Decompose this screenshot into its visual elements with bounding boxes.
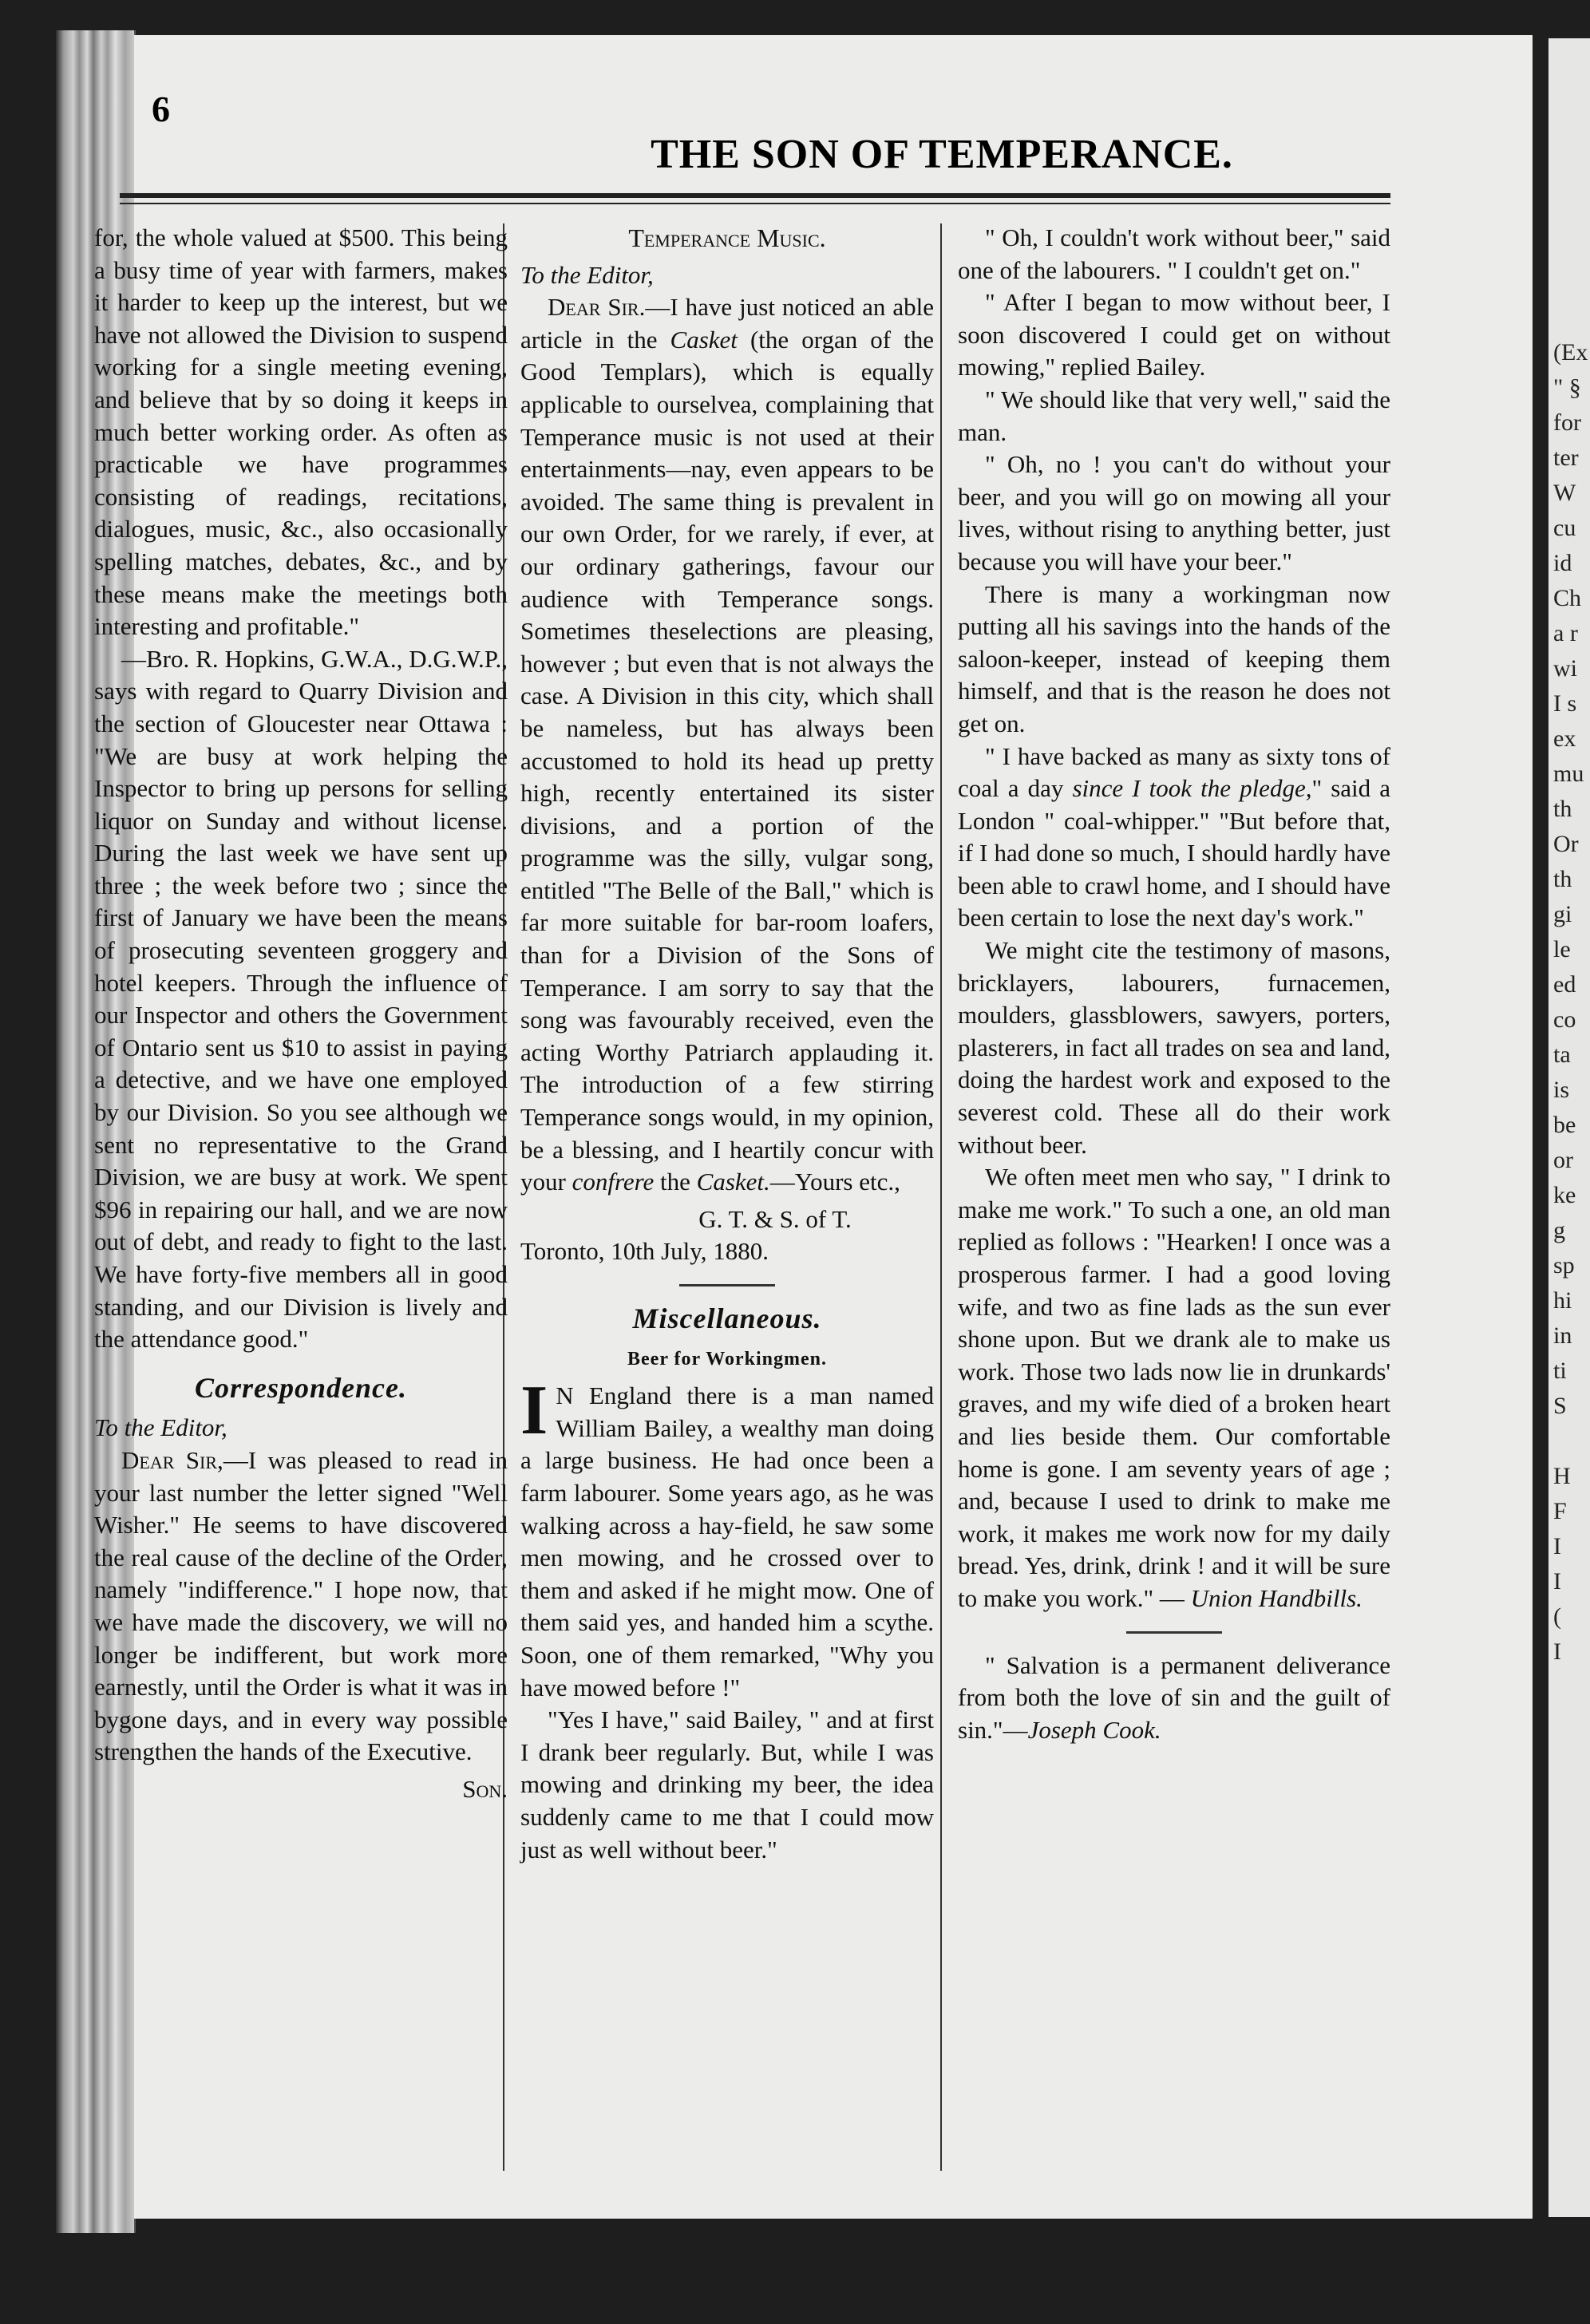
adjacent-page-fragment: H: [1553, 1463, 1571, 1489]
adjacent-page-fragment: ter: [1553, 445, 1579, 471]
section-heading-correspondence: Correspondence.: [195, 1371, 407, 1404]
to-editor: To the Editor,: [94, 1413, 227, 1442]
adjacent-page-fragment: [1548, 1740, 1590, 1775]
adjacent-page-fragment: I: [1553, 1638, 1561, 1665]
adjacent-page-fragment: I s: [1553, 690, 1577, 717]
adjacent-page-fragment: " §: [1553, 374, 1581, 401]
drop-cap: I: [520, 1372, 548, 1450]
article-subheading: Beer for Workingmen.: [627, 1348, 827, 1370]
paragraph: for, the whole valued at $500. This being a busy time of year with farmers, makes it harder to keep up the interest, but we have not allowed the Division to suspend working for a single meeting evening, and believe that by so doing it keeps in much better working order. As often as practicable we have programmes consisting of readings, recitations, dialogues, music, &c., also occasionally spelling matches, debates, &c., and by these means make the meetings both interesting and profitable.": [94, 223, 508, 641]
adjacent-page-fragment: ex: [1553, 725, 1576, 752]
paragraph-text: " I have backed as many as sixty tons of coal a day: [958, 741, 1390, 803]
adjacent-page-fragment: [1548, 1880, 1590, 1915]
adjacent-page-fragment: ed: [1553, 971, 1576, 998]
adjacent-page-fragment: mu: [1553, 761, 1584, 787]
adjacent-page-fragment: id: [1553, 550, 1572, 576]
paragraph: There is many a workingman now putting all his savings into the hands of the saloon-keeper, instead of keeping them himself, and that is the reason he does not get on.: [958, 579, 1390, 737]
adjacent-page-fragment: th: [1553, 796, 1572, 822]
adjacent-page-fragment: ke: [1553, 1182, 1576, 1208]
paragraph: [958, 741, 1390, 935]
paragraph-text: We often meet men who say, " I drink to make me work." To such a one, an old man replied as follows : "Hearken! I once was a prosperous farmer. I had a good loving wife, and two as fine lads as the sun ever shone upon. But we drank ale to make us work. Those two lads now lie in drunkards' graves, and my wife died of a broken heart and lies beside them. Our comfortable home is gone. I am seventy years of age ; and, because I used to drink to make me work, it makes me work now for my daily bread. Yes, drink, drink ! and it will be sure to make you work." —: [958, 1163, 1390, 1612]
adjacent-page-fragment: (: [1553, 1603, 1561, 1630]
story-paragraph: "Yes I have," said Bailey, " and at first I drank beer regularly. But, while I was mowing and drinking my beer, the idea suddenly came to me that I could mow just as well without beer.": [520, 1705, 934, 1864]
adjacent-page-fragment: or: [1553, 1147, 1573, 1173]
to-editor: To the Editor,: [520, 260, 654, 289]
adjacent-page-fragment: hi: [1553, 1287, 1572, 1314]
adjacent-page-fragment: a r: [1553, 620, 1578, 646]
adjacent-page-fragment: th: [1553, 866, 1572, 892]
adjacent-page-fragment: [1548, 1951, 1590, 1986]
letter-text: (the organ of the Good Templars), which is equally applicable to ourselvea, complaining that Temperance music is not used at their entertainments—nay, even appears to be avoided. The same thing is prevalent in our own Order, for we rarely, if ever, at our ordinary gatherings, favour our audience with Temperance songs. Sometimes theselections are pleasing, however ; but even that is not always the case. A Division in this city, which shall be nameless, but has always been accustomed to hold its head up pretty high, recently entertained its sister divisions, and a portion of the programme was the silly, vulgar song, entitled "The Belle of the Ball," which is far more suitable for bar-room loafers, than for a Division of the Sons of Temperance. I am sorry to say that the song was favourably received, even the acting Worthy Patriarch applauding it. The introduction of a few stirring Temperance songs would, in my opinion, be a blessing, and I heartily concur with your: [520, 325, 934, 1196]
adjacent-page-fragment: Or: [1553, 831, 1579, 857]
adjacent-page-fragment: in: [1553, 1322, 1572, 1349]
adjacent-page-edge: [1548, 38, 1590, 2217]
adjacent-page-fragment: wi: [1553, 655, 1577, 682]
adjacent-page-fragment: le: [1553, 936, 1571, 962]
adjacent-page-fragment: [1548, 230, 1590, 265]
adjacent-page-fragment: ti: [1553, 1358, 1567, 1384]
salutation: Dear Sir,: [121, 1445, 223, 1474]
adjacent-page-fragment: sp: [1553, 1252, 1575, 1279]
quote-text: " Salvation is a permanent deliverance from both the love of sin and the guilt of sin."—: [958, 1650, 1390, 1744]
attribution: Union Handbills.: [1190, 1583, 1363, 1612]
adjacent-page-fragment: [1548, 1705, 1590, 1740]
paragraph: [958, 1650, 1390, 1747]
adjacent-page-fragment: I: [1553, 1568, 1561, 1595]
adjacent-page-fragment: is: [1553, 1077, 1570, 1103]
paragraph: " Oh, no ! you can't do without your beer, and you will go on mowing all your lives, without rising to anything better, just because you will have your beer.": [958, 450, 1390, 575]
header-rule-thin: [120, 203, 1390, 204]
paragraph: [958, 1161, 1390, 1615]
column-2: [520, 222, 934, 1866]
adjacent-page-fragment: cu: [1553, 515, 1576, 541]
italic-term: Casket.: [696, 1168, 770, 1196]
adjacent-page-fragment: (Ex: [1553, 339, 1588, 366]
adjacent-page-fragment: [1548, 1670, 1590, 1705]
italic-phrase: since I took the pledge,: [1072, 774, 1312, 803]
section-heading-miscellaneous: Miscellaneous.: [632, 1302, 822, 1334]
salutation: Dear Sir.: [548, 293, 646, 322]
attribution: Joseph Cook.: [1027, 1715, 1161, 1744]
adjacent-page-fragment: S: [1553, 1393, 1567, 1419]
letter-paragraph: [520, 291, 934, 1199]
paragraph: " Oh, I couldn't work without beer," said one of the labourers. " I couldn't get on.": [958, 223, 1390, 284]
adjacent-page-fragment: [1548, 1424, 1590, 1459]
paragraph: " After I began to mow without beer, I soon discovered I could get on without mowing," replied Bailey.: [958, 288, 1390, 381]
article-heading-temperance-music: Temperance Music.: [628, 223, 826, 252]
adjacent-page-fragment: [1548, 265, 1590, 300]
story-paragraph: [520, 1372, 934, 1704]
adjacent-page-fragment: g: [1553, 1217, 1565, 1243]
adjacent-page-fragment: gi: [1553, 901, 1572, 927]
adjacent-page-fragment: be: [1553, 1112, 1576, 1138]
paragraph: —Bro. R. Hopkins, G.W.A., D.G.W.P., says with regard to Quarry Division and the section of Gloucester near Ottawa : "We are busy at work helping the Inspector to bring up persons for selling liquor on Sunday and without license. During the last week we have sent up three ; the week before two ; since the first of January we have been the means of prosecuting seventeen groggery and hotel keepers. Through the influence of our Inspector and others the Government of Ontario sent us $10 to assist in paying a detective, and we have one employed by our Division. So you see although we sent no representative to the Grand Division, we are busy at work. We spent $96 in repairing our hall, and we are now out of debt, and ready to fight to the last. We have forty-five members all in good standing, and our Division is lively and the attendance good.": [94, 644, 508, 1354]
running-head-title: THE SON OF TEMPERANCE.: [651, 132, 1233, 177]
adjacent-page-fragment: co: [1553, 1006, 1576, 1033]
column-3: [958, 222, 1390, 1746]
italic-term: Casket: [670, 325, 738, 354]
page-number: 6: [152, 89, 170, 129]
column-1: [94, 222, 508, 1806]
separator-rule: [679, 1284, 775, 1286]
adjacent-page-fragment: ta: [1553, 1041, 1571, 1068]
adjacent-page-fragment: [1548, 1845, 1590, 1880]
header-rule: [120, 193, 1390, 198]
letter-body: —I was pleased to read in your last number the letter signed "Well Wisher." He seems to have discovered the real cause of the decline of the Order, namely "indifference." I hope now, that we have made the discovery, we will no longer be indifferent, but work more earnestly, until the Order is what it was in bygone days, and in every way possible strengthen the hands of the Executive.: [94, 1445, 508, 1766]
adjacent-page-fragment: W: [1553, 480, 1576, 506]
signature: Son.: [462, 1774, 508, 1803]
adjacent-page-fragment: for: [1553, 409, 1581, 436]
adjacent-page-fragment: Ch: [1553, 585, 1582, 611]
column-rule: [940, 223, 942, 2171]
signature: G. T. & S. of T.: [698, 1204, 852, 1233]
adjacent-page-fragment: [1548, 1915, 1590, 1951]
adjacent-page-fragment: I: [1553, 1533, 1561, 1559]
separator-rule: [1126, 1631, 1222, 1634]
dateline: Toronto, 10th July, 1880.: [520, 1237, 769, 1266]
paragraph: " We should like that very well," said the man.: [958, 385, 1390, 446]
paragraph-text: " said a London " coal-whipper." "But before that, if I had done so much, I should hardly have been able to crawl home, and I should have been certain to lose the next day's work.": [958, 774, 1390, 932]
letter-text: —I have just noticed an able article in the: [520, 293, 934, 354]
letter-text: —Yours etc.,: [769, 1168, 900, 1196]
italic-term: confrere: [572, 1168, 655, 1196]
story-text: N England there is a man named William Bailey, a wealthy man doing a large business. He had once been a farm labourer. Some years ago, as he was walking across a hay-field, he saw some men mowing, and he crossed over to them and asked if he might mow. One of them said yes, and handed him a scythe. Soon, one of them remarked, "Why you have mowed before !": [520, 1381, 934, 1702]
adjacent-page-fragment: [1548, 1775, 1590, 1810]
letter-text: the: [654, 1168, 697, 1196]
adjacent-page-fragment: F: [1553, 1498, 1567, 1524]
adjacent-page-fragment: [1548, 300, 1590, 335]
paragraph: We might cite the testimony of masons, bricklayers, labourers, furnacemen, moulders, glassblowers, sawyers, porters, plasterers, in fact all trades on sea and land, doing the hardest work and exposed to the severest cold. These all do their work without beer.: [958, 936, 1390, 1159]
letter-paragraph: [94, 1445, 508, 1769]
adjacent-page-fragment: [1548, 1810, 1590, 1845]
